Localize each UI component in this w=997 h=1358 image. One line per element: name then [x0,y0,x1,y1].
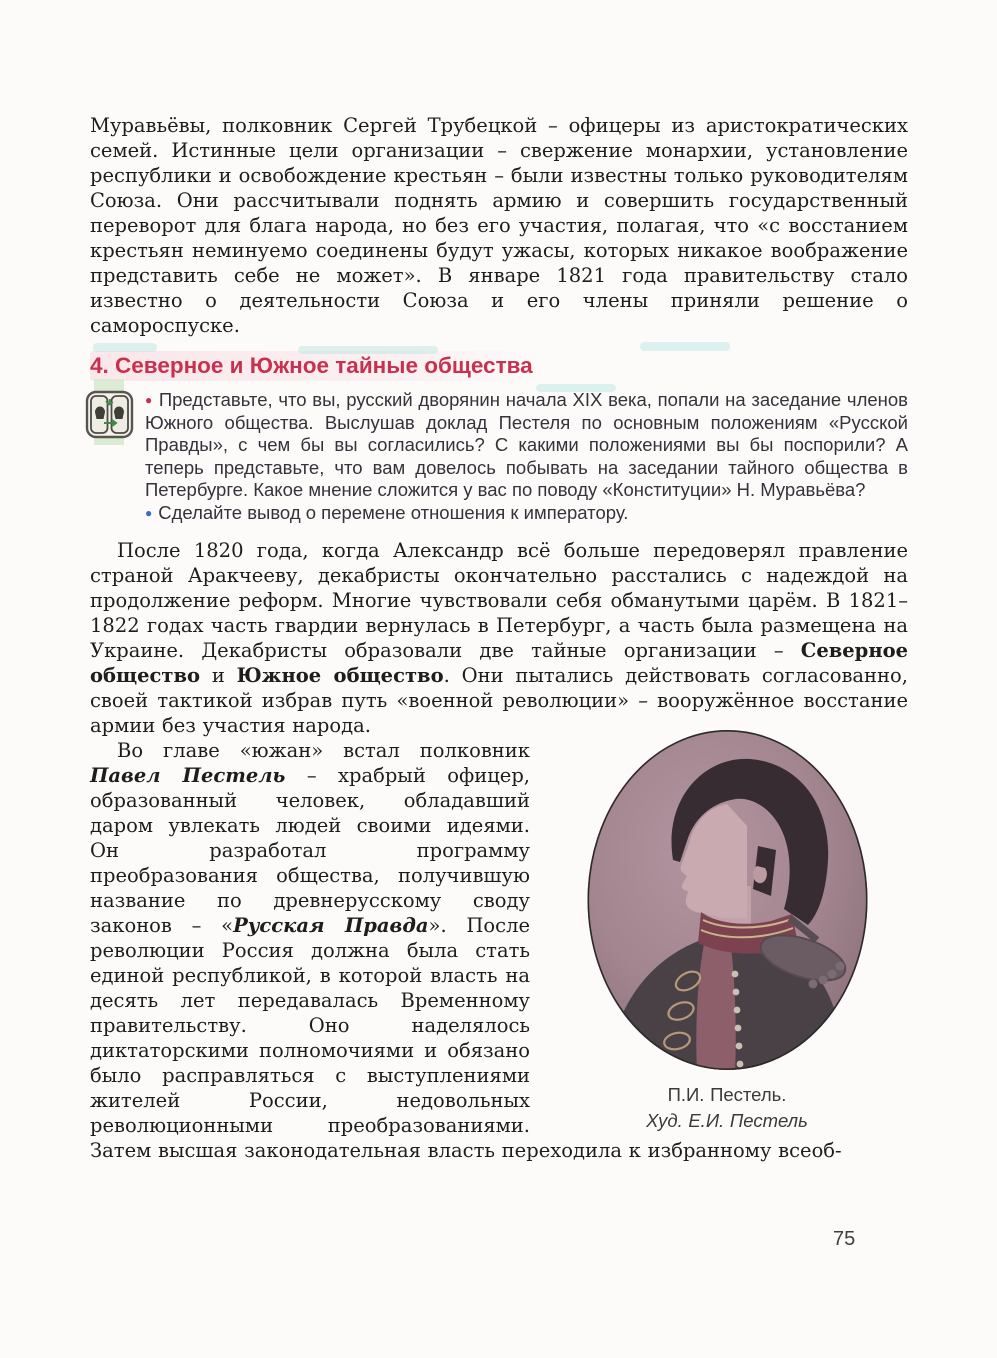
page-number: 75 [833,1228,856,1250]
pestel-portrait-figure [546,728,908,1134]
pestel-paragraph-text: Во главе «южан» встал полковник Павел Пестель – храбрый офицер, образованный человек, обладавший даром увлекать людей своими идеями. Он разработал программу преобразования общества, получившую название по древнерусскому своду законов – «Русская Правда». После революции Россия должна была стать единой республикой, в которой власть на десять лет передавалась Временному правительству. Оно наделялось диктаторскими полномочиями и обязано было расправляться с выступлениями жителей России, недовольных революционными преобразованиями. Затем высшая законодательная власть переходила к избранному всеоб- [90,739,842,1162]
section-heading-row [90,338,908,381]
pestel-portrait-image [585,728,870,1072]
question-list [145,389,908,524]
section-heading: 4. Северное и Южное тайные общества [90,351,547,381]
intro-paragraph: Муравьёвы, полковник Сергей Трубецкой – офицеры из аристократических семей. Истинные цели организации – свержение монархии, установление республики и освобождение крестьян – были известны только руководителям Союза. Они рассчитывали поднять армию и совершить государственный переворот для блага народа, но без его участия, полагая, что «с восстанием крестьян неминуемо соединены будут ужасы, которых никакое воображение представить себе не может». В январе 1821 года правительству стало известно о деятельности Союза и его члены приняли решение о самороспуске. [90,114,908,337]
red-bullet-icon: ● [145,393,153,407]
question-item [145,389,908,502]
portrait-caption [546,1082,908,1134]
question-text: Представьте, что вы, русский дворянин начала XIX века, попали на заседание членов Южного общества. Выслушав доклад Пестеля по основным положениям «Русской Правды», с чем бы вы согласились? С какими положениями вы бы поспорили? А теперь представьте, что вам довелось побывать на заседании тайного общества в Петербурге. Какое мнение сложится у вас по поводу «Конституции» Н. Муравьёва? [145,389,908,500]
pestel-paragraph [90,738,908,1163]
decembrists-paragraph: После 1820 года, когда Александр всё больше передоверял правление страной Аракчееву, декабристы окончательно расстались с надеждой на продолжение реформ. Многие чувствовали себя обманутыми царём. В 1821–1822 годах часть гвардии вернулась в Петербург, а часть была размещена на Украине. Декабристы образовали две тайные организации – Северное общество и Южное общество. Они пытались действовать согласованно, своей тактикой избрав путь «военной революции» – вооружённое восстание армии без участия народа. [90,539,908,737]
question-item [145,502,908,525]
discussion-role-play-icon [84,379,136,445]
portrait-caption-artist: Худ. Е.И. Пестель [646,1110,808,1131]
blue-bullet-icon: ● [145,505,153,520]
questions-block [90,389,908,524]
question-text: Сделайте вывод о перемене отношения к императору. [158,501,629,523]
portrait-caption-name: П.И. Пестель. [667,1084,787,1105]
